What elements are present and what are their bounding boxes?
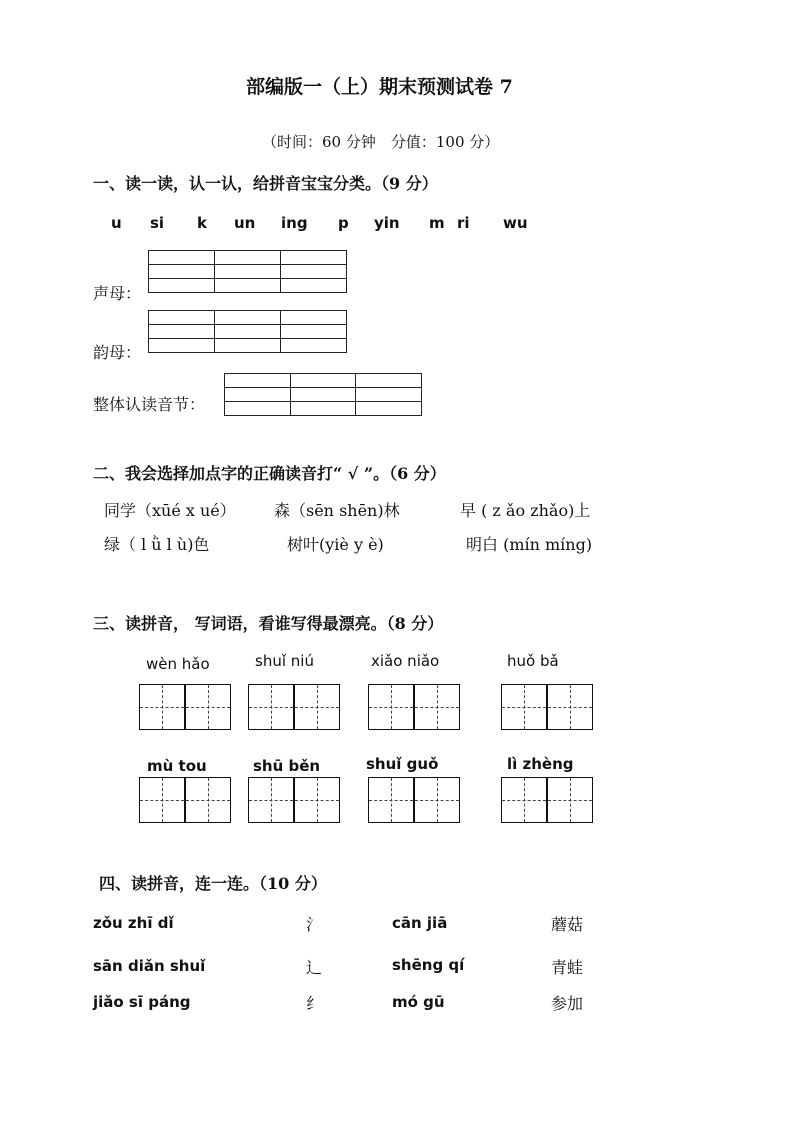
tian-grid-cell[interactable] xyxy=(139,777,185,823)
initials-answer-grid[interactable] xyxy=(148,250,347,293)
tian-grid-cell[interactable] xyxy=(547,684,593,730)
match-right-pinyin[interactable]: cān jiā xyxy=(392,914,448,932)
whole-syllables-answer-grid[interactable] xyxy=(224,373,422,416)
match-word[interactable]: 参加 xyxy=(551,994,584,1013)
q3-heading: 三、读拼音， 写词语，看谁写得最漂亮。（8 分） xyxy=(93,614,444,633)
tian-grid-pair[interactable] xyxy=(501,684,593,730)
tian-grid-pair[interactable] xyxy=(139,684,231,730)
pinyin-label: shuǐ niú xyxy=(255,652,314,670)
label-finals: 韵母： xyxy=(93,343,142,362)
match-radical[interactable]: 氵 xyxy=(306,915,323,934)
q2-item[interactable]: 绿（ l ǜ l ù)色 xyxy=(104,535,210,554)
tian-grid-pair[interactable] xyxy=(139,777,231,823)
syllable: un xyxy=(234,214,256,232)
tian-grid-cell[interactable] xyxy=(185,684,231,730)
tian-grid-pair[interactable] xyxy=(248,684,340,730)
match-left-pinyin[interactable]: jiǎo sī páng xyxy=(93,993,191,1011)
q2-item[interactable]: 树叶(yiè y è) xyxy=(287,535,384,554)
match-word[interactable]: 蘑菇 xyxy=(551,915,584,934)
q2-heading: 二、我会选择加点字的正确读音打“ √ ”。（6 分） xyxy=(93,464,446,483)
syllable: u xyxy=(111,214,122,232)
tian-grid-cell[interactable] xyxy=(547,777,593,823)
q1-heading: 一、读一读，认一认，给拼音宝宝分类。（9 分） xyxy=(93,174,438,193)
pinyin-label: lì zhèng xyxy=(507,755,574,773)
label-whole-syllables: 整体认读音节： xyxy=(93,395,206,414)
tian-grid-cell[interactable] xyxy=(368,777,414,823)
syllable: p xyxy=(338,214,349,232)
syllable: ing xyxy=(281,214,308,232)
q4-heading: 四、读拼音，连一连。（10 分） xyxy=(99,874,327,893)
tian-grid-cell[interactable] xyxy=(139,684,185,730)
tian-grid-cell[interactable] xyxy=(414,684,460,730)
match-radical[interactable]: 辶 xyxy=(306,958,323,977)
pinyin-label: shū běn xyxy=(253,757,321,775)
syllable: ri xyxy=(457,214,470,232)
syllable: wu xyxy=(503,214,528,232)
match-right-pinyin[interactable]: mó gū xyxy=(392,993,445,1011)
label-initials: 声母： xyxy=(93,284,142,303)
syllable: si xyxy=(150,214,165,232)
tian-grid-cell[interactable] xyxy=(248,777,294,823)
tian-grid-cell[interactable] xyxy=(368,684,414,730)
syllable: m xyxy=(429,214,445,232)
tian-grid-cell[interactable] xyxy=(414,777,460,823)
finals-answer-grid[interactable] xyxy=(148,310,347,353)
pinyin-label: mù tou xyxy=(147,757,207,775)
tian-grid-pair[interactable] xyxy=(368,684,460,730)
tian-grid-cell[interactable] xyxy=(294,684,340,730)
match-left-pinyin[interactable]: zǒu zhī dǐ xyxy=(93,914,174,932)
q2-item[interactable]: 森（sēn shēn)林 xyxy=(274,501,400,520)
match-left-pinyin[interactable]: sān diǎn shuǐ xyxy=(93,957,206,975)
match-right-pinyin[interactable]: shēng qí xyxy=(392,956,465,974)
page-subtitle: （时间：60 分钟 分值：100 分） xyxy=(262,133,500,151)
tian-grid-pair[interactable] xyxy=(248,777,340,823)
q2-item[interactable]: 早 ( z ǎo zhǎo)上 xyxy=(460,501,591,520)
syllable: k xyxy=(197,214,207,232)
tian-grid-cell[interactable] xyxy=(185,777,231,823)
tian-grid-pair[interactable] xyxy=(368,777,460,823)
pinyin-label: xiǎo niǎo xyxy=(371,652,440,670)
syllable: yin xyxy=(374,214,400,232)
page-title: 部编版一（上）期末预测试卷 7 xyxy=(246,76,513,98)
pinyin-label: wèn hǎo xyxy=(146,655,210,673)
q2-item[interactable]: 同学（xūé x ué） xyxy=(104,501,236,520)
tian-grid-pair[interactable] xyxy=(501,777,593,823)
tian-grid-cell[interactable] xyxy=(294,777,340,823)
pinyin-label: shuǐ guǒ xyxy=(366,755,439,773)
pinyin-label: huǒ bǎ xyxy=(507,652,559,670)
q2-item[interactable]: 明白 (mín míng) xyxy=(466,535,593,554)
match-word[interactable]: 青蛙 xyxy=(551,958,584,977)
match-radical[interactable]: 纟 xyxy=(306,994,323,1013)
tian-grid-cell[interactable] xyxy=(248,684,294,730)
tian-grid-cell[interactable] xyxy=(501,777,547,823)
tian-grid-cell[interactable] xyxy=(501,684,547,730)
